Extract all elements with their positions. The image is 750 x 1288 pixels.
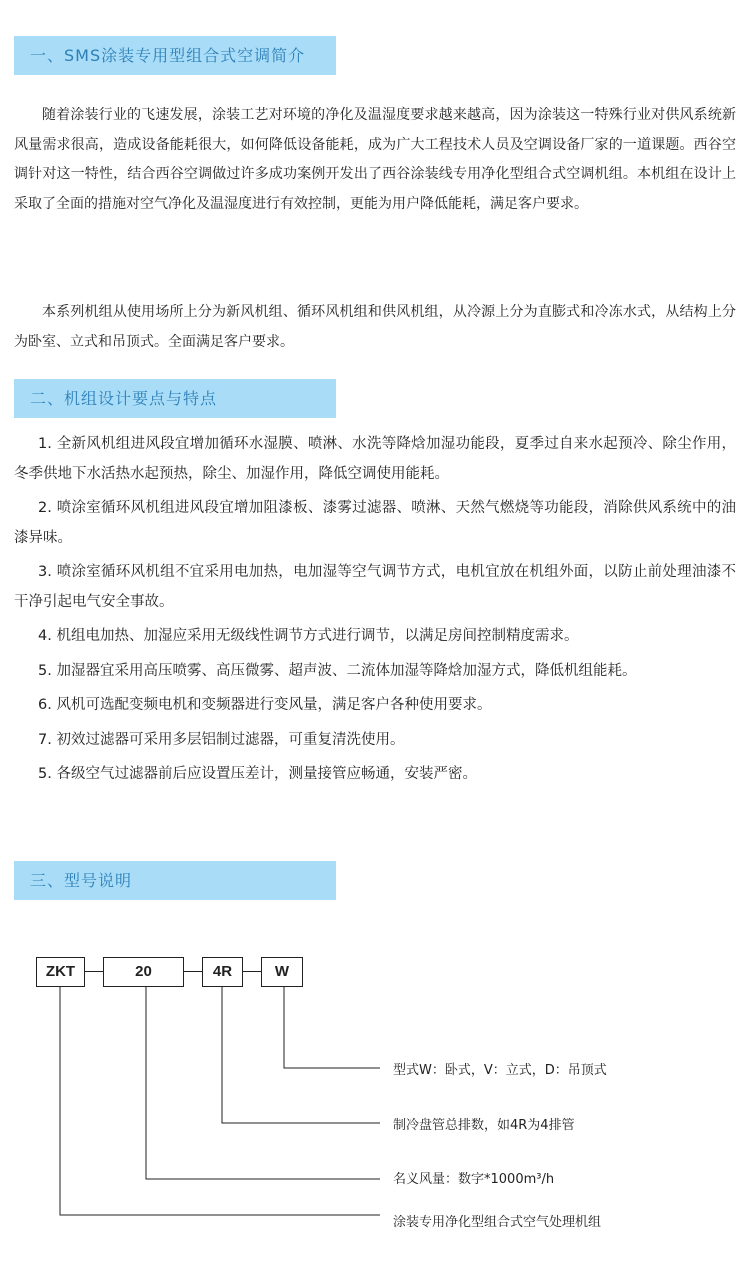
- intro-paragraph-2: 本系列机组从使用场所上分为新风机组、循环风机组和供风机组，从冷源上分为直膨式和冷冻水式，从结构上分为卧室、立式和吊顶式。全面满足客户要求。: [14, 304, 736, 350]
- leader-line-airflow: [146, 986, 380, 1179]
- feature-item: 5. 各级空气过滤器前后应设置压差计，测量接管应畅通，安装严密。: [38, 766, 477, 782]
- section-header-model: 三、型号说明: [14, 861, 336, 900]
- feature-item: 1. 全新风机组进风段宜增加循环水湿膜、喷淋、水洗等降焓加湿功能段，夏季过自来水起预冷、除尘作用，冬季供地下水活热水起预热，除尘、加湿作用，降低空调使用能耗。: [14, 436, 736, 482]
- leader-line-coil-rows: [222, 986, 380, 1123]
- model-box-airflow: 20: [103, 957, 184, 987]
- model-box-type: W: [261, 957, 303, 987]
- model-box-coil-rows: 4R: [202, 957, 243, 987]
- label-airflow: 名义风量：数字*1000m³/h: [393, 1172, 555, 1187]
- label-type: 型式W：卧式，V：立式，D：吊顶式: [393, 1063, 607, 1078]
- feature-item: 7. 初效过滤器可采用多层铝制过滤器，可重复清洗使用。: [38, 731, 405, 748]
- label-coil-rows: 制冷盘管总排数，如4R为4排管: [393, 1118, 575, 1133]
- intro-paragraph-1: 随着涂装行业的飞速发展，涂装工艺对环境的净化及温湿度要求越来越高，因为涂装这一特殊行业对供风系统新风量需求很高，造成设备能耗很大，如何降低设备能耗，成为广大工程技术人员及空调设备厂家的一道课题。西谷空调针对这一特性，结合西谷空调做过许多成功案例开发出了西谷涂装线专用净化型组合式空调机组。本机组在设计上采取了全面的措施对空气净化及温湿度进行有效控制，更能为用户降低能耗，满足客户要求。: [14, 107, 736, 212]
- label-series: 涂装专用净化型组合式空气处理机组: [393, 1215, 602, 1230]
- feature-item: 3. 喷涂室循环风机组不宜采用电加热，电加湿等空气调节方式，电机宜放在机组外面，以防止前处理油漆不干净引起电气安全事故。: [14, 564, 736, 610]
- feature-item: 6. 风机可选配变频电机和变频器进行变风量，满足客户各种使用要求。: [38, 697, 492, 713]
- model-box-series: ZKT: [36, 957, 85, 987]
- feature-item: 2. 喷涂室循环风机组进风段宜增加阻漆板、漆雾过滤器、喷淋、天然气燃烧等功能段，消除供风系统中的油漆异味。: [14, 500, 736, 546]
- feature-item: 4. 机组电加热、加湿应采用无级线性调节方式进行调节，以满足房间控制精度需求。: [38, 628, 579, 644]
- section-header-features: 二、机组设计要点与特点: [14, 379, 336, 418]
- section-header-intro: 一、SMS涂装专用型组合式空调简介: [14, 36, 336, 75]
- feature-item: 5. 加湿器宜采用高压喷雾、高压微雾、超声波、二流体加湿等降焓加湿方式，降低机组能耗。: [38, 662, 637, 679]
- leader-line-series: [60, 986, 380, 1215]
- leader-line-type: [284, 986, 380, 1068]
